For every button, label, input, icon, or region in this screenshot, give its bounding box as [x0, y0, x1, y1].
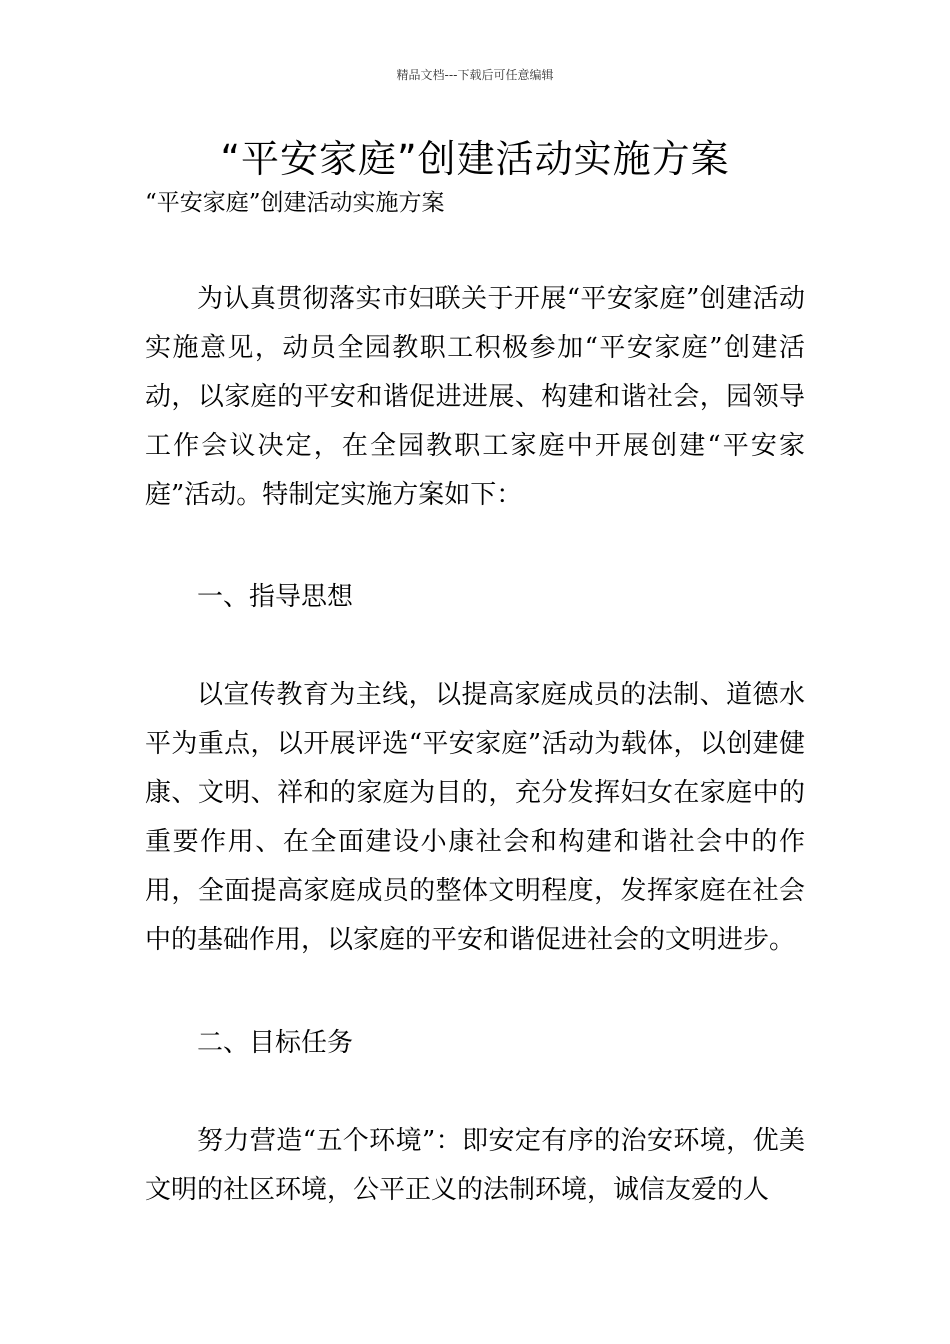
section-paragraph-goals-tasks: 努力营造“五个环境”：即安定有序的治安环境，优美文明的社区环境，公平正义的法制环境，诚信友爱的人	[145, 1126, 805, 1205]
section-paragraph-guiding-ideology: 以宣传教育为主线，以提高家庭成员的法制、道德水平为重点，以开展评选“平安家庭”活动为载体，以创建健康、文明、祥和的家庭为目的，充分发挥妇女在家庭中的重要作用、在全面建设小康社会和构建和谐社会中的作用，全面提高家庭成员的整体文明程度，发挥家庭在社会中的基础作用，以家庭的平安和谐促进社会的文明进步。	[145, 680, 805, 955]
section-heading-goals-tasks: 二、目标任务	[197, 1028, 354, 1058]
document-title: “平安家庭”创建活动实施方案	[220, 137, 730, 181]
document-subtitle: “平安家庭”创建活动实施方案	[145, 190, 445, 216]
intro-paragraph: 为认真贯彻落实市妇联关于开展“平安家庭”创建活动实施意见，动员全园教职工积极参加“平安家庭”创建活动，以家庭的平安和谐促进进展、构建和谐社会，园领导工作会议决定，在全园教职工家庭中开展创建“平安家庭”活动。特制定实施方案如下：	[145, 284, 805, 510]
section-heading-guiding-ideology: 一、指导思想	[197, 582, 354, 612]
header-note: 精品文档---下载后可任意编辑	[396, 68, 554, 82]
